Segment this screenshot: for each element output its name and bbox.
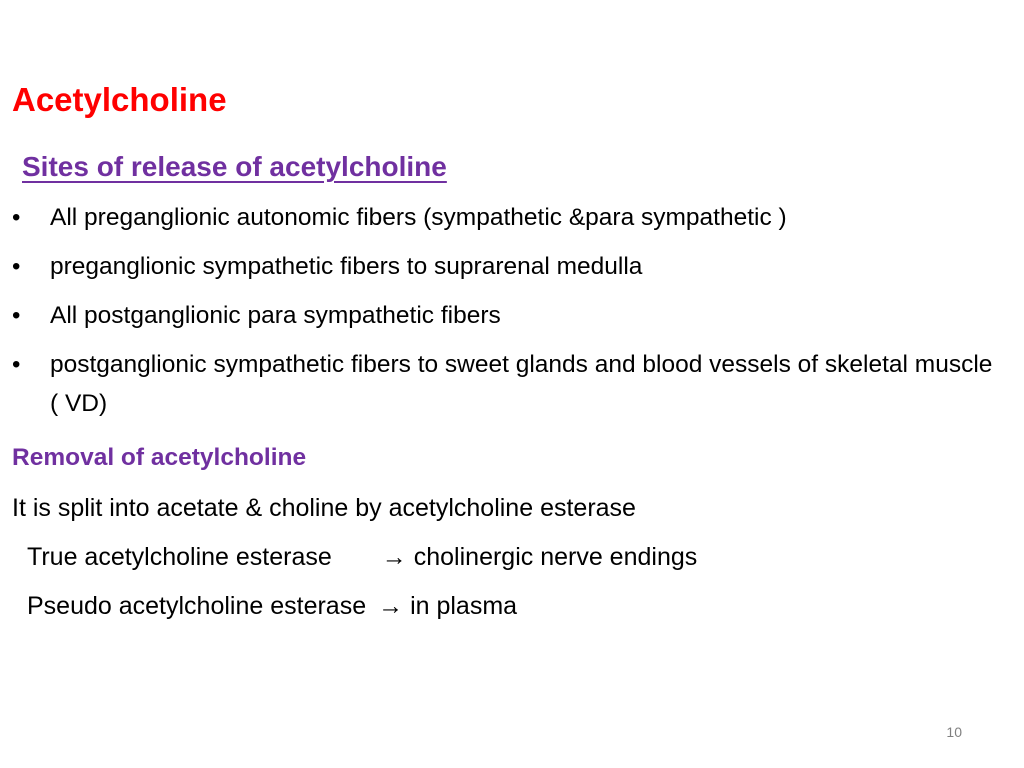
list-item	[12, 345, 1000, 423]
bullet-icon: •	[12, 253, 21, 280]
list-item-text: postganglionic sympathetic fibers to sweet glands and blood vessels of skeletal muscle ( VD)	[50, 351, 993, 417]
arrow-icon: →	[378, 592, 404, 620]
bullet-icon: •	[12, 302, 21, 329]
removal-heading: Removal of acetylcholine	[12, 444, 307, 471]
enzyme-name: True acetylcholine esterase	[27, 543, 332, 571]
list-item-text: All postganglionic para sympathetic fibers	[50, 302, 501, 329]
arrow-icon: →	[381, 543, 407, 571]
enzyme-location: cholinergic nerve endings	[413, 543, 698, 571]
enzyme-line-pseudo	[27, 586, 517, 626]
list-item	[12, 198, 1002, 237]
bullet-icon: •	[12, 351, 21, 378]
list-item-text: All preganglionic autonomic fibers (sympathetic &para sympathetic )	[50, 204, 787, 231]
list-item	[12, 247, 1002, 286]
page-number: 10	[946, 724, 962, 740]
list-item	[12, 296, 1002, 335]
slide-title: Acetylcholine	[12, 81, 227, 118]
section-subtitle: Sites of release of acetylcholine	[22, 151, 447, 182]
release-sites-list	[12, 198, 1002, 433]
enzyme-name: Pseudo acetylcholine esterase	[27, 592, 367, 620]
bullet-icon: •	[12, 204, 21, 231]
enzyme-line-true	[27, 537, 697, 577]
removal-description: It is split into acetate & choline by acetylcholine esterase	[12, 494, 636, 522]
enzyme-location: in plasma	[410, 592, 518, 620]
list-item-text: preganglionic sympathetic fibers to suprarenal medulla	[50, 253, 643, 280]
